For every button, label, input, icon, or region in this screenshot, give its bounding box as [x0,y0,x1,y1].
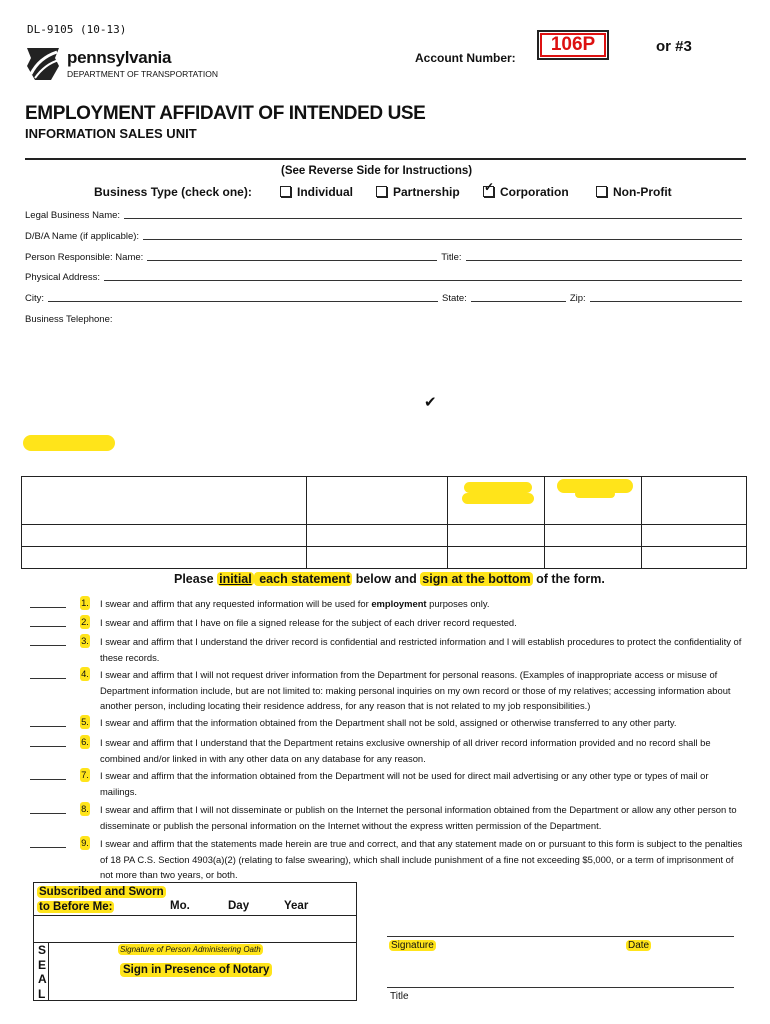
statement-5: 5. I swear and affirm that the information obtained from the Department shall not be sold, assigned or otherwise transferred to any other party. [30,715,748,731]
initial-blank[interactable] [30,596,66,608]
month-label: Mo. [170,900,190,912]
option-non-profit[interactable]: Non-Profit [596,185,672,199]
option-corporation[interactable]: ✓ Corporation [484,180,569,199]
keystone-icon [25,44,61,82]
account-alt: or #3 [656,38,692,55]
highlight-mark [462,493,534,504]
checkbox-icon[interactable] [596,186,607,197]
checkbox-icon[interactable] [376,186,387,197]
initial-blank[interactable] [30,768,66,780]
highlight-mark [23,435,115,451]
year-label: Year [284,900,309,912]
checked-checkbox-icon[interactable]: ✓ [483,186,494,197]
legal-business-name-field[interactable]: Legal Business Name: [25,210,746,221]
form-title: EMPLOYMENT AFFIDAVIT OF INTENDED USE [25,103,426,124]
signature-line[interactable] [387,936,734,937]
sig-admin-label: Signature of Person Administering Oath [120,945,261,954]
checkbox-icon[interactable] [280,186,291,197]
statement-3: 3. I swear and affirm that I understand the driver record is confidential and restricted information and I will establish procedures to protect the confidentiality of these records. [30,634,748,665]
option-individual[interactable]: Individual [280,185,353,199]
statement-1: 1. I swear and affirm that any requested information will be used for employment purposes only. [30,596,748,612]
day-label: Day [228,900,250,912]
initial-blank[interactable] [30,836,66,848]
city-state-zip-field[interactable]: City: State: Zip: [25,293,746,304]
statement-6: 6. I swear and affirm that I understand that the Department retains exclusive ownership of all driver record information provided and no record shall be combined and/or linked in with any other data on any database for any reason. [30,735,748,766]
seal-label: S E A L [38,943,47,1001]
business-telephone-label: Business Telephone: [25,314,113,325]
table-row[interactable] [22,547,747,569]
statement-9: 9. I swear and affirm that the statements made herein are true and correct, and that any statement made on or pursuant to this form is subject to the penalties of 18 PA C.S. Section 4903(a)(2) (relating to false swearing), which shall include punishment of a fine not exceeding $5,000, or a term of imprisonment of not more than two years, or both. [30,836,748,883]
notary-box [33,882,357,1001]
option-partnership[interactable]: Partnership [376,185,460,199]
business-type-label: Business Type (check one): [94,185,252,199]
initial-blank[interactable] [30,667,66,679]
title-field-label: Title: [441,252,462,263]
highlight-mark [575,490,615,498]
sign-presence-label: Sign in Presence of Notary [120,963,272,977]
form-subtitle: INFORMATION SALES UNIT [25,126,197,141]
form-id: DL-9105 (10-13) [27,23,127,36]
person-responsible-field[interactable]: Person Responsible: Name: Title: [25,252,746,263]
table-row[interactable] [22,525,747,547]
statement-2: 2. I swear and affirm that I have on file a signed release for the subject of each driver record requested. [30,615,748,631]
initial-blank[interactable] [30,715,66,727]
header-divider [25,158,746,160]
record-table [21,476,747,569]
logo-name: pennsylvania [67,48,172,67]
initial-instructions: Please initial each statement below and sign at the bottom of the form. [174,572,605,586]
physical-address-field[interactable]: Physical Address: [25,272,746,283]
highlight-mark [464,482,532,493]
dba-name-field[interactable]: D/B/A Name (if applicable): [25,231,746,242]
date-label: Date [628,940,650,951]
initial-blank[interactable] [30,634,66,646]
instructions-note: (See Reverse Side for Instructions) [281,165,473,177]
statement-8: 8. I swear and affirm that I will not disseminate or publish on the Internet the personal information obtained from the Department or allow any other person to disseminate or publish the personal information on the Internet without the express written permission of the Department. [30,802,748,833]
signature-title-label: Title [390,991,409,1002]
penndot-logo [25,44,225,84]
initial-blank[interactable] [30,802,66,814]
subscribed-sworn-label: Subscribed and Sworn to Before Me: [39,886,164,913]
title-line[interactable] [387,987,734,988]
statement-4: 4. I swear and affirm that I will not request driver information from the Department for personal reasons. (Examples of inappropriate access or misuse of Department information include, but are not limited to: making personal inquiries on my own record or those of my relatives; accessing information about another person, including locating their residence address, for any reason that is not related to my job responsibilities.) [30,667,748,714]
signature-label: Signature [391,940,434,951]
account-number-box[interactable] [537,30,609,60]
notary-signature-area[interactable] [118,913,348,941]
check-mark-icon: ✔ [424,394,437,411]
account-label: Account Number: [415,51,516,65]
statement-7: 7. I swear and affirm that the information obtained from the Department will not be used for direct mail advertising or any other type or types of mail or mailings. [30,768,748,799]
initial-blank[interactable] [30,615,66,627]
account-number-value: 106P [550,34,596,55]
initial-blank[interactable] [30,735,66,747]
logo-subtitle: DEPARTMENT OF TRANSPORTATION [67,69,218,79]
